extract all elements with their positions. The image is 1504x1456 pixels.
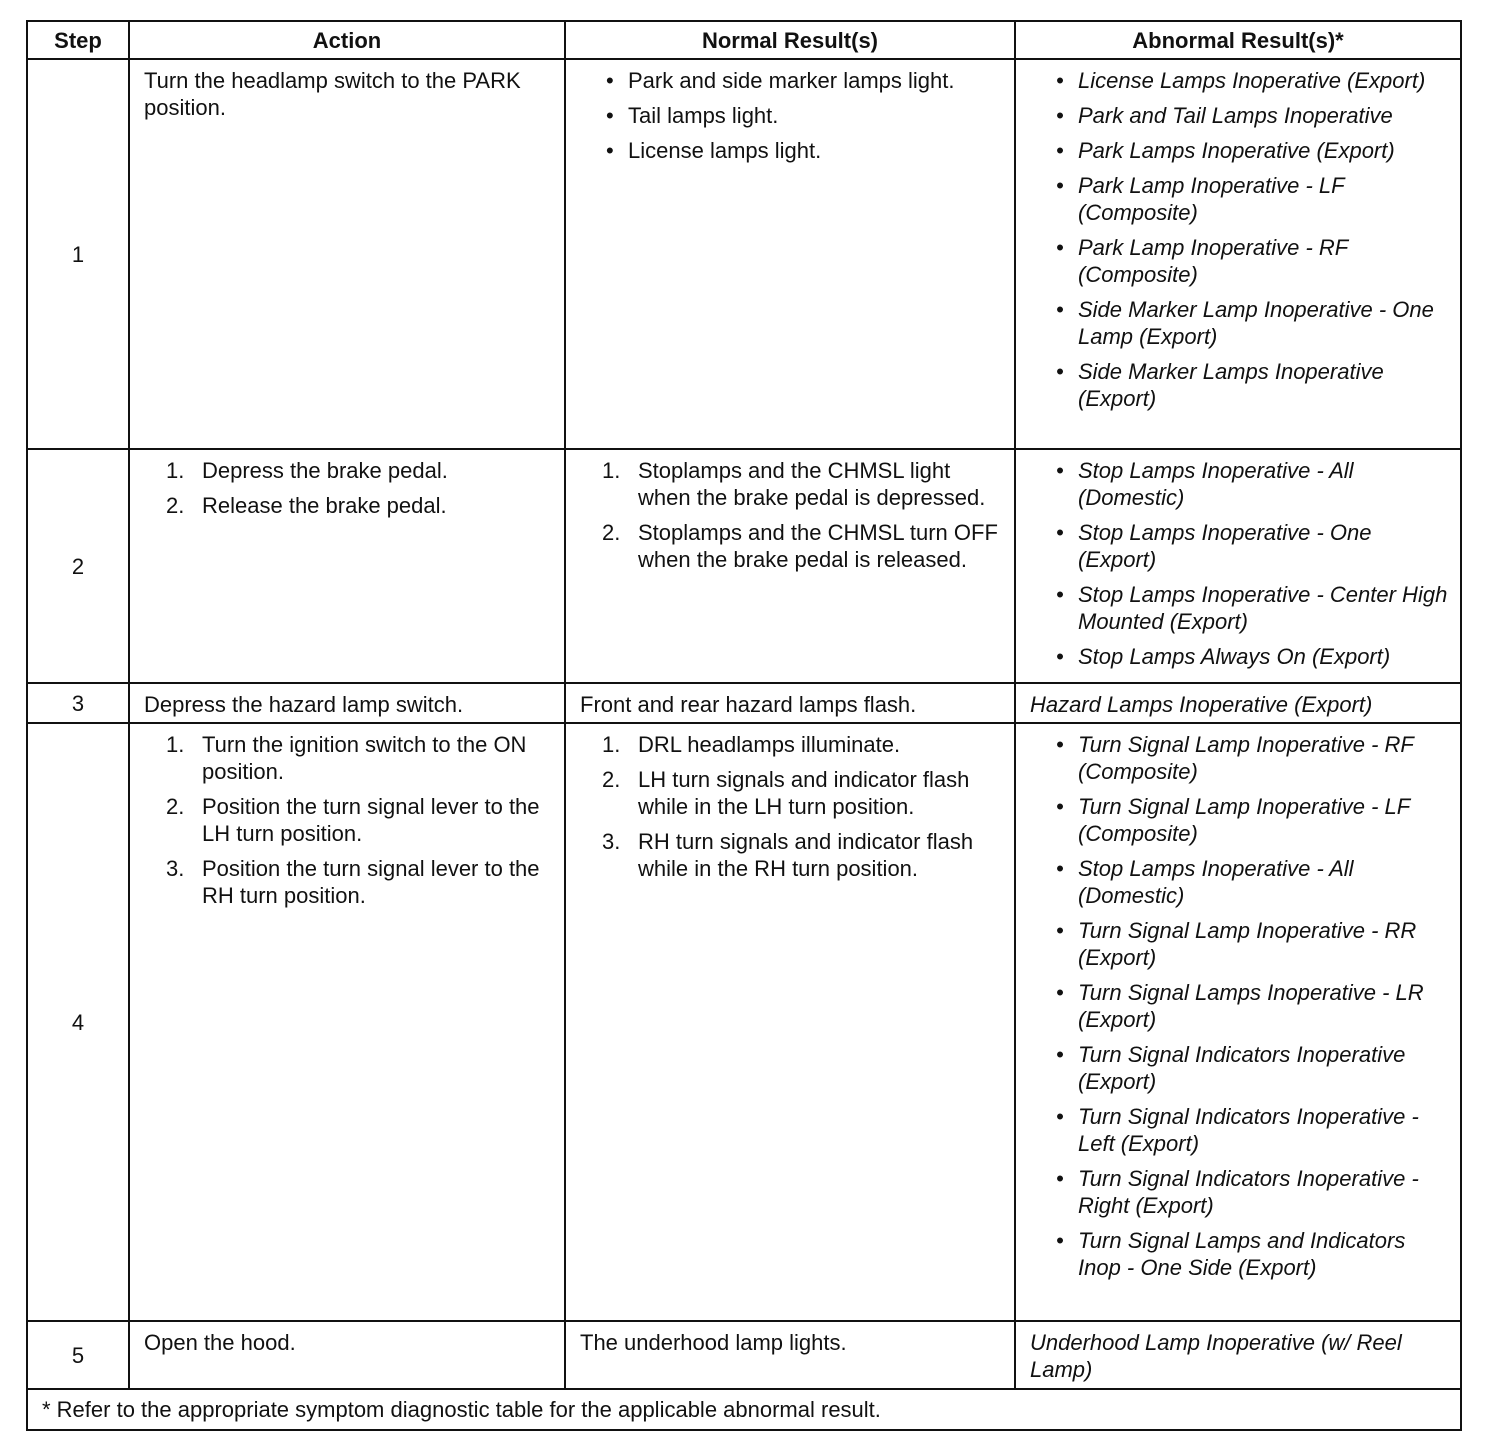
step-number: 4 [27, 723, 129, 1321]
normal-cell [565, 683, 1015, 723]
abnormal-list [1030, 67, 1450, 412]
list-item: • License lamps light. [580, 137, 1004, 164]
abnormal-list [1030, 457, 1450, 670]
header-normal-results: Normal Result(s) [565, 21, 1015, 59]
normal-text: Front and rear hazard lamps flash. [580, 692, 917, 717]
list-item: 1. Turn the ignition switch to the ON position. [166, 732, 527, 784]
normal-list [580, 731, 1004, 882]
diagnostic-table [26, 20, 1462, 1431]
step-number: 2 [27, 449, 129, 683]
list-item: 2. Release the brake pedal. [166, 493, 447, 518]
normal-cell [565, 1321, 1015, 1389]
footnote-cell [27, 1389, 1461, 1430]
list-item: • Turn Signal Lamp Inoperative - LF (Composite) [1030, 793, 1450, 847]
abnormal-cell [1015, 683, 1461, 723]
list-item: • Side Marker Lamp Inoperative - One Lamp (Export) [1030, 296, 1450, 350]
header-row [27, 21, 1461, 59]
list-item: • Turn Signal Lamp Inoperative - RF (Composite) [1030, 731, 1450, 785]
normal-cell [565, 449, 1015, 683]
action-cell [129, 723, 565, 1321]
list-item: 2. Stoplamps and the CHMSL turn OFF when the brake pedal is released. [602, 520, 998, 572]
step-number: 3 [27, 683, 129, 723]
action-list [144, 457, 554, 519]
list-item: 3. Position the turn signal lever to the RH turn position. [166, 856, 540, 908]
abnormal-text: Underhood Lamp Inoperative (w/ Reel Lamp) [1030, 1330, 1402, 1382]
action-list [144, 731, 554, 909]
abnormal-text: Hazard Lamps Inoperative (Export) [1030, 692, 1373, 717]
list-item: • Stop Lamps Inoperative - All (Domestic) [1030, 855, 1450, 909]
header-abnormal-results: Abnormal Result(s)* [1015, 21, 1461, 59]
list-item: • Turn Signal Lamp Inoperative - RR (Export) [1030, 917, 1450, 971]
list-item: 2. Position the turn signal lever to the LH turn position. [166, 794, 540, 846]
normal-list [580, 67, 1004, 164]
list-item: 1. Depress the brake pedal. [166, 458, 448, 483]
list-item: • Turn Signal Indicators Inoperative - Left (Export) [1030, 1103, 1450, 1157]
action-text: Turn the headlamp switch to the PARK position. [144, 68, 521, 120]
table-row [27, 59, 1461, 449]
list-item: • Tail lamps light. [580, 102, 1004, 129]
step-number: 1 [27, 59, 129, 449]
list-item: 2. LH turn signals and indicator flash while in the LH turn position. [602, 767, 970, 819]
table-row [27, 1321, 1461, 1389]
action-text: Depress the hazard lamp switch. [144, 692, 464, 717]
list-item: 1. DRL headlamps illuminate. [602, 732, 901, 757]
list-item: • Park Lamp Inoperative - RF (Composite) [1030, 234, 1450, 288]
list-item: • Park Lamp Inoperative - LF (Composite) [1030, 172, 1450, 226]
abnormal-cell [1015, 723, 1461, 1321]
list-item: • Turn Signal Lamps Inoperative - LR (Export) [1030, 979, 1450, 1033]
list-item: • Park and side marker lamps light. [580, 67, 1004, 94]
step-number: 5 [27, 1321, 129, 1389]
action-text: Open the hood. [144, 1330, 296, 1355]
list-item: • License Lamps Inoperative (Export) [1030, 67, 1450, 94]
list-item: 3. RH turn signals and indicator flash while in the RH turn position. [602, 829, 974, 881]
list-item: • Stop Lamps Inoperative - All (Domestic) [1030, 457, 1450, 511]
normal-cell [565, 59, 1015, 449]
list-item: • Side Marker Lamps Inoperative (Export) [1030, 358, 1450, 412]
list-item: 1. Stoplamps and the CHMSL light when the brake pedal is depressed. [602, 458, 986, 510]
normal-list [580, 457, 1004, 573]
header-action: Action [129, 21, 565, 59]
table-row [27, 723, 1461, 1321]
list-item: • Stop Lamps Inoperative - Center High Mounted (Export) [1030, 581, 1450, 635]
abnormal-list [1030, 731, 1450, 1281]
action-cell [129, 683, 565, 723]
list-item: • Park and Tail Lamps Inoperative [1030, 102, 1450, 129]
abnormal-cell [1015, 449, 1461, 683]
list-item: • Turn Signal Lamps and Indicators Inop - One Side (Export) [1030, 1227, 1450, 1281]
abnormal-cell [1015, 59, 1461, 449]
action-cell [129, 449, 565, 683]
action-cell [129, 59, 565, 449]
normal-cell [565, 723, 1015, 1321]
abnormal-cell [1015, 1321, 1461, 1389]
header-step: Step [27, 21, 129, 59]
action-cell [129, 1321, 565, 1389]
footnote-row [27, 1389, 1461, 1430]
footnote: * Refer to the appropriate symptom diagnostic table for the applicable abnormal result. [42, 1397, 881, 1422]
list-item: • Turn Signal Indicators Inoperative - Right (Export) [1030, 1165, 1450, 1219]
table-row [27, 683, 1461, 723]
list-item: • Stop Lamps Inoperative - One (Export) [1030, 519, 1450, 573]
normal-text: The underhood lamp lights. [580, 1330, 847, 1355]
list-item: • Turn Signal Indicators Inoperative (Export) [1030, 1041, 1450, 1095]
list-item: • Stop Lamps Always On (Export) [1030, 643, 1450, 670]
list-item: • Park Lamps Inoperative (Export) [1030, 137, 1450, 164]
table-row [27, 449, 1461, 683]
